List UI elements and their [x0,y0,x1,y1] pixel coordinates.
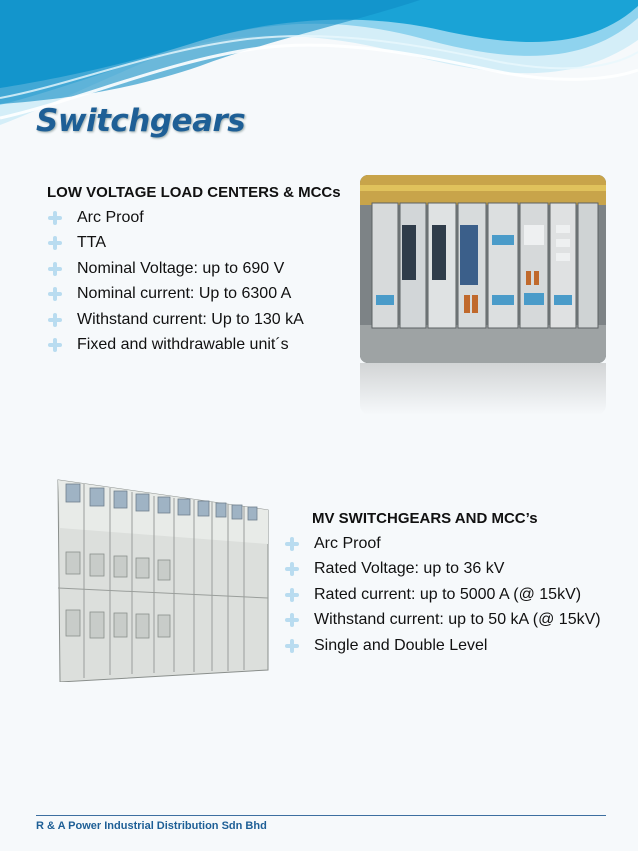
list-item-label: Withstand current: up to 50 kA (@ 15kV) [314,611,601,629]
low-voltage-section [47,184,341,358]
four-point-star-bullet-icon [47,337,63,353]
list-item [47,282,341,308]
list-item [284,557,601,583]
four-point-star-bullet-icon [47,210,63,226]
four-point-star-bullet-icon [284,536,300,552]
four-point-star-bullet-icon [47,235,63,251]
list-item [47,231,341,257]
page-title: Switchgears [36,103,246,139]
four-point-star-bullet-icon [284,612,300,628]
list-item [284,633,601,659]
list-item-label: Nominal current: Up to 6300 A [77,285,292,303]
mv-switchgear-photo [50,470,270,682]
list-item [47,256,341,282]
list-item [47,205,341,231]
list-item [47,307,341,333]
low-voltage-switchgear-photo [360,175,606,363]
list-item-label: Nominal Voltage: up to 690 V [77,259,285,277]
list-item-label: Arc Proof [77,208,144,226]
mv-section [284,510,601,659]
footer-company-name: R & A Power Industrial Distribution Sdn Bhd [36,820,267,832]
list-item [284,531,601,557]
list-item-label: Single and Double Level [314,636,488,654]
four-point-star-bullet-icon [47,286,63,302]
mv-heading: MV SWITCHGEARS AND MCC’s [312,510,538,527]
list-item [47,333,341,359]
list-item [284,608,601,634]
list-item-label: Fixed and withdrawable unit´s [77,336,289,354]
list-item-label: Arc Proof [314,534,381,552]
four-point-star-bullet-icon [284,587,300,603]
list-item [284,582,601,608]
list-item-label: Rated Voltage: up to 36 kV [314,560,505,578]
low-voltage-heading: LOW VOLTAGE LOAD CENTERS & MCCs [47,184,341,201]
list-item-label: TTA [77,234,107,252]
four-point-star-bullet-icon [47,312,63,328]
four-point-star-bullet-icon [47,261,63,277]
list-item-label: Rated current: up to 5000 A (@ 15kV) [314,585,582,603]
list-item-label: Withstand current: Up to 130 kA [77,310,304,328]
footer-divider [36,815,606,816]
photo-reflection [360,363,606,415]
low-voltage-list [47,205,341,358]
mv-list [284,531,601,659]
four-point-star-bullet-icon [284,638,300,654]
four-point-star-bullet-icon [284,561,300,577]
